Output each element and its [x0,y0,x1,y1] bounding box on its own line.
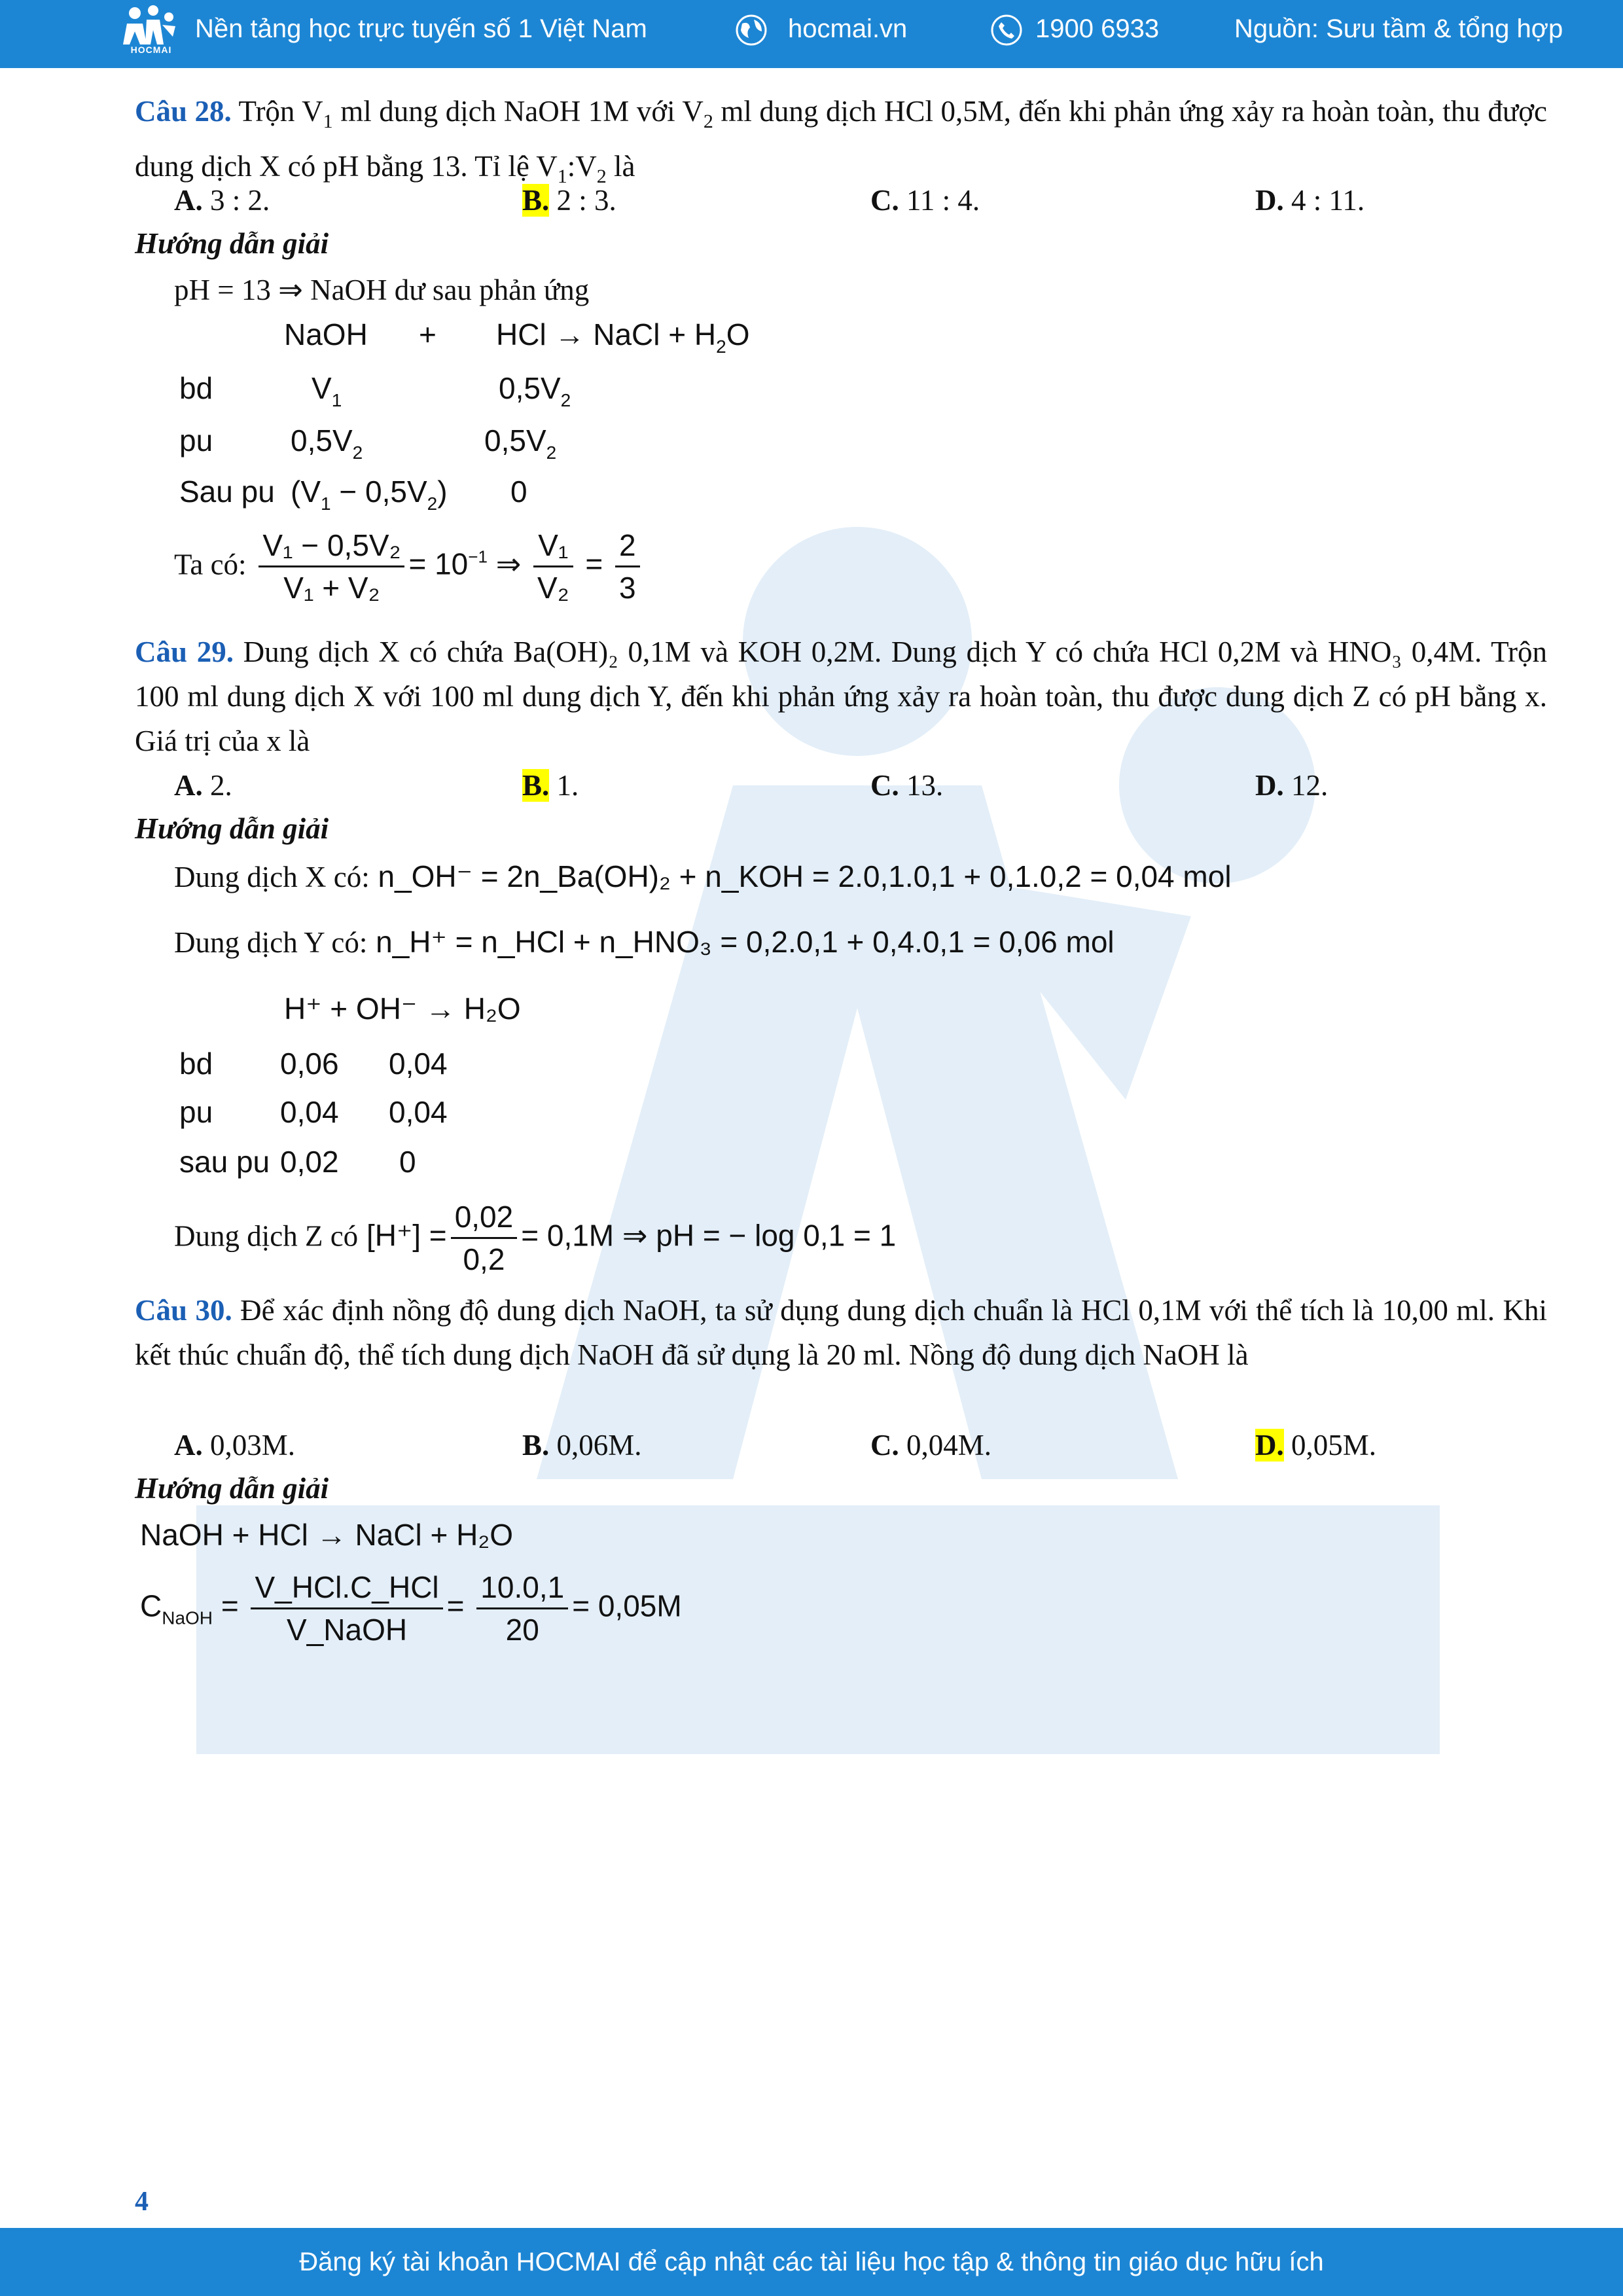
cell: $(V_1 - 0,5V_2)$ [291,475,448,514]
cell: 0,02 [280,1145,339,1179]
row-label: pu [179,423,213,457]
tagline: Nền tảng học trực tuyến số 1 Việt Nam [195,14,647,43]
solution-line: Dung dịch Y có: n_H⁺ = n_HCl + n_HNO₃ = 0,2.0,1 + 0,4.0,1 = 0,06 mol [174,925,1115,959]
option-d[interactable]: D. 4 : 11. [1255,184,1365,217]
row-label: bd [179,1047,213,1081]
ph-equation: Dung dịch Z có [H⁺] = $\frac{0,02}{0,2}$ = 0,1M ⇒ pH = − log 0,1 = 1 [174,1200,897,1276]
row-label: sau pu [179,1145,270,1179]
phone-icon [990,13,1024,47]
cell: $0,5V_2$ [291,423,363,463]
page-footer: Đăng ký tài khoản HOCMAI để cập nhật các tài liệu học tập & thông tin giáo dục hữu ích [0,2228,1623,2296]
option-d[interactable]: D. 12. [1255,769,1329,802]
eq-products: HCl → NaCl + $H_2O$ [496,317,750,357]
concentration-equation: $C_{NaOH}$ = $\frac{\text{V\_HCl.C\_HCl}}{\text{V\_NaOH}}$ = $\frac{10.0,1}{20}$ = 0,05M [140,1570,682,1647]
option-c[interactable]: C. 13. [870,769,944,802]
question-label: Câu 30. [135,1294,232,1327]
source-note: Nguồn: Sưu tầm & tổng hợp [1234,14,1563,43]
question-label: Câu 29. [135,636,234,668]
guide-heading: Hướng dẫn giải [135,812,329,845]
ratio-equation: Ta có: $\frac{\text{V₁ − 0,5V₂}}{\text{V₁ + V₂}}$ = $10^{-1}$ ⇒ $\frac{\text{V₁}}{\text{V₂}}$ = $\frac{2}{3}$ [174,528,644,605]
phone-number[interactable]: 1900 6933 [1035,14,1160,43]
option-c[interactable]: C. 11 : 4. [870,184,980,217]
row-label: bd [179,371,213,405]
logo-text: HOCMAI [130,45,172,55]
row-label: pu [179,1095,213,1129]
globe-icon [734,13,768,47]
solution-line: pH = 13 ⇒ NaOH dư sau phản ứng [174,274,590,306]
option-a[interactable]: A. 0,03M. [174,1429,296,1462]
option-b[interactable]: B. 1. [522,769,579,802]
option-c[interactable]: C. 0,04M. [870,1429,992,1462]
cell: $0,5V_2$ [499,371,571,410]
option-a[interactable]: A. 3 : 2. [174,184,270,217]
eq-plus: + [419,317,437,351]
cell: 0 [399,1145,416,1179]
cell: 0,04 [389,1047,448,1081]
option-b[interactable]: B. 2 : 3. [522,184,616,217]
cell: $V_1$ [312,371,342,410]
cell: 0 [510,475,527,509]
question-30: Câu 30. Để xác định nồng độ dung dịch NaOH, ta sử dụng dung dịch chuẩn là HCl 0,1M với thể tích là 10,00 ml. Khi kết thúc chuẩn độ, thể tích dung dịch NaOH đã sử dụng là 20 ml. Nồng độ dung dịch NaOH là [135,1294,1547,1371]
cell: $0,5V_2$ [484,423,557,463]
guide-heading: Hướng dẫn giải [135,1472,329,1505]
page-header [0,0,1623,68]
ionic-equation: H⁺ + OH⁻ → H₂O [284,992,521,1026]
website-link[interactable]: hocmai.vn [788,14,908,43]
option-d[interactable]: D. 0,05M. [1255,1429,1377,1462]
reaction-equation: NaOH + HCl → NaCl + H₂O [140,1518,513,1552]
question-label: Câu 28. [135,95,232,128]
row-label: Sau pu [179,475,275,509]
cell: 0,04 [389,1095,448,1129]
option-b[interactable]: B. 0,06M. [522,1429,642,1462]
page-number: 4 [135,2187,149,2217]
cell: 0,04 [280,1095,339,1129]
cell: 0,06 [280,1047,339,1081]
question-29: Câu 29. Dung dịch X có chứa Ba(OH)₂ 0,1M và KOH 0,2M. Dung dịch Y có chứa HCl 0,2M và HNO₃ 0,4M. Trộn 100 ml dung dịch X với 100 ml dung dịch Y, đến khi phản ứng xảy ra hoàn toàn, thu được dung dịch Z có pH bằng x. Giá trị của x là [135,636,1548,757]
eq-reactant: NaOH [284,317,368,351]
option-a[interactable]: A. 2. [174,769,232,802]
question-28: Câu 28. Trộn $V_1$ ml dung dịch NaOH 1M với $V_2$ ml dung dịch HCl 0,5M, đến khi phản ứng xảy ra hoàn toàn, thu được dung dịch X có pH bằng 13. Tỉ lệ $V_1:V_2$ là [135,95,1547,187]
solution-line: Dung dịch X có: n_OH⁻ = 2n_Ba(OH)₂ + n_KOH = 2.0,1.0,1 + 0,1.0,2 = 0,04 mol [174,859,1232,893]
guide-heading: Hướng dẫn giải [135,227,329,260]
